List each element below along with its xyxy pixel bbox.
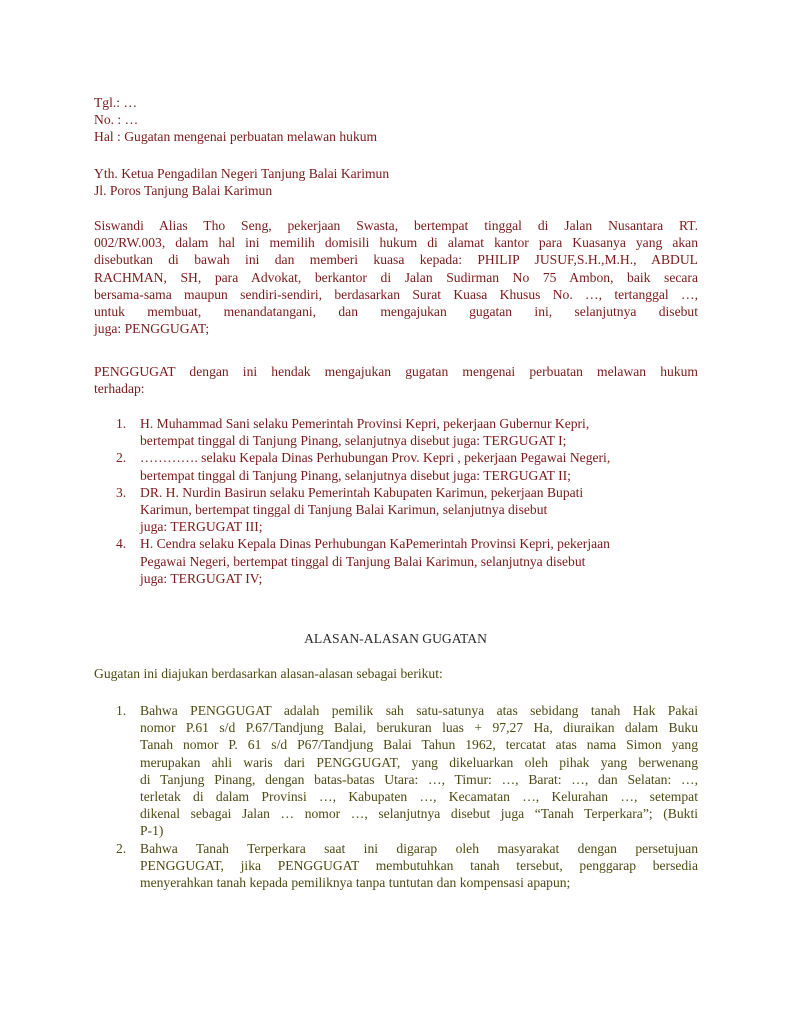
list-line: PENGGUGAT, jika PENGGUGAT membutuhkan tanah tersebut, penggarap bersedia [140, 857, 698, 873]
list-line: Karimun, bertempat tinggal di Tanjung Balai Karimun, selanjutnya disebut [140, 502, 548, 518]
statement-paragraph [94, 363, 698, 397]
letter-header [94, 94, 698, 146]
list-item [94, 702, 698, 840]
list-line: nomor P.61 s/d P.67/Tandjung Balai, berukuran luas + 97,27 Ha, diuraikan dalam Buku [140, 720, 698, 736]
list-line: bertempat tinggal di Tanjung Pinang, selanjutnya disebut juga: TERGUGAT II; [140, 467, 571, 483]
intro-line: juga: PENGGUGAT; [94, 321, 210, 337]
list-line: juga: TERGUGAT III; [140, 519, 263, 535]
statement-line: terhadap: [94, 381, 145, 397]
list-line: menyerahkan tanah kepada pemiliknya tanpa tuntutan dan kompensasi apapun; [140, 875, 571, 891]
list-line: terletak di dalam Provinsi …, Kabupaten …, Kecamatan …, Kelurahan …, setempat [140, 789, 698, 805]
list-item [94, 535, 698, 587]
list-number: 4. [116, 536, 127, 552]
list-line: juga: TERGUGAT IV; [140, 570, 263, 586]
intro-line: RACHMAN, SH, para Advokat, berkantor di Jalan Sudirman No 75 Ambon, baik secara [94, 269, 698, 285]
header-number: No. : … [94, 112, 139, 128]
list-line: merupakan ahli waris dari PENGGUGAT, yang dikeluarkan oleh pihak yang berwenang [140, 754, 698, 770]
intro-line: untuk membuat, menandatangani, dan mengajukan gugatan ini, selanjutnya disebut [94, 304, 698, 320]
list-line: Bahwa PENGGUGAT adalah pemilik sah satu-satunya atas sebidang tanah Hak Pakai [140, 703, 698, 718]
list-line: bertempat tinggal di Tanjung Pinang, selanjutnya disebut juga: TERGUGAT I; [140, 433, 567, 449]
list-line: Bahwa Tanah Terperkara saat ini digarap oleh masyarakat dengan persetujuan [140, 840, 698, 856]
statement-line: PENGGUGAT dengan ini hendak mengajukan gugatan mengenai perbuatan melawan hukum [94, 364, 698, 379]
section-title: ALASAN-ALASAN GUGATAN [304, 631, 487, 646]
intro-line: 002/RW.003, dalam hal ini memilih domisili hukum di alamat kantor para Kuasanya yang akan [94, 235, 698, 251]
reasons-list [94, 702, 698, 891]
list-line: P-1) [140, 823, 164, 839]
intro-paragraph [94, 217, 698, 337]
list-item [94, 484, 698, 536]
list-item [94, 415, 698, 449]
list-line: dikenal sebagai Jalan … nomor …, selanjutnya disebut juga “Tanah Terperkara”; (Bukti [140, 806, 698, 822]
list-number: 1. [116, 416, 127, 431]
list-line: DR. H. Nurdin Basirun selaku Pemerintah Kabupaten Karimun, pekerjaan Bupati [140, 484, 584, 500]
list-line: H. Muhammad Sani selaku Pemerintah Provinsi Kepri, pekerjaan Gubernur Kepri, [140, 416, 590, 431]
list-line: di Tanjung Pinang, dengan batas-batas Utara: …, Timur: …, Barat: …, dan Selatan: …, [140, 771, 698, 787]
list-line: H. Cendra selaku Kepala Dinas Perhubungan KaPemerintah Provinsi Kepri, pekerjaan [140, 536, 610, 552]
list-item [94, 840, 698, 892]
recipient-line-2: Jl. Poros Tanjung Balai Karimun [94, 183, 273, 199]
recipient-line-1: Yth. Ketua Pengadilan Negeri Tanjung Balai Karimun [94, 166, 390, 181]
list-number: 2. [116, 840, 127, 856]
header-subject: Hal : Gugatan mengenai perbuatan melawan hukum [94, 129, 378, 145]
header-date: Tgl.: … [94, 95, 138, 110]
list-line: Tanah nomor P. 61 s/d P67/Tandjung Balai Tahun 1962, tercatat atas nama Simon yang [140, 737, 698, 753]
intro-line: Siswandi Alias Tho Seng, pekerjaan Swasta, bertempat tinggal di Jalan Nusantara RT. [94, 218, 698, 233]
intro-line: bersama-sama maupun sendiri-sendiri, berdasarkan Surat Kuasa Khusus No. …, tertanggal …, [94, 286, 698, 302]
recipient-block [94, 165, 698, 199]
reasons-intro: Gugatan ini diajukan berdasarkan alasan-alasan sebagai berikut: [94, 666, 443, 681]
defendants-list [94, 415, 698, 587]
list-line: Pegawai Negeri, bertempat tinggal di Tanjung Balai Karimun, selanjutnya disebut [140, 553, 586, 569]
list-number: 3. [116, 484, 127, 500]
list-item [94, 449, 698, 483]
list-line: …………. selaku Kepala Dinas Perhubungan Prov. Kepri , pekerjaan Pegawai Negeri, [140, 450, 611, 466]
list-number: 2. [116, 450, 127, 466]
list-number: 1. [116, 703, 127, 718]
intro-line: disebutkan di bawah ini dan memberi kuasa kepada: PHILIP JUSUF,S.H.,M.H., ABDUL [94, 252, 698, 268]
